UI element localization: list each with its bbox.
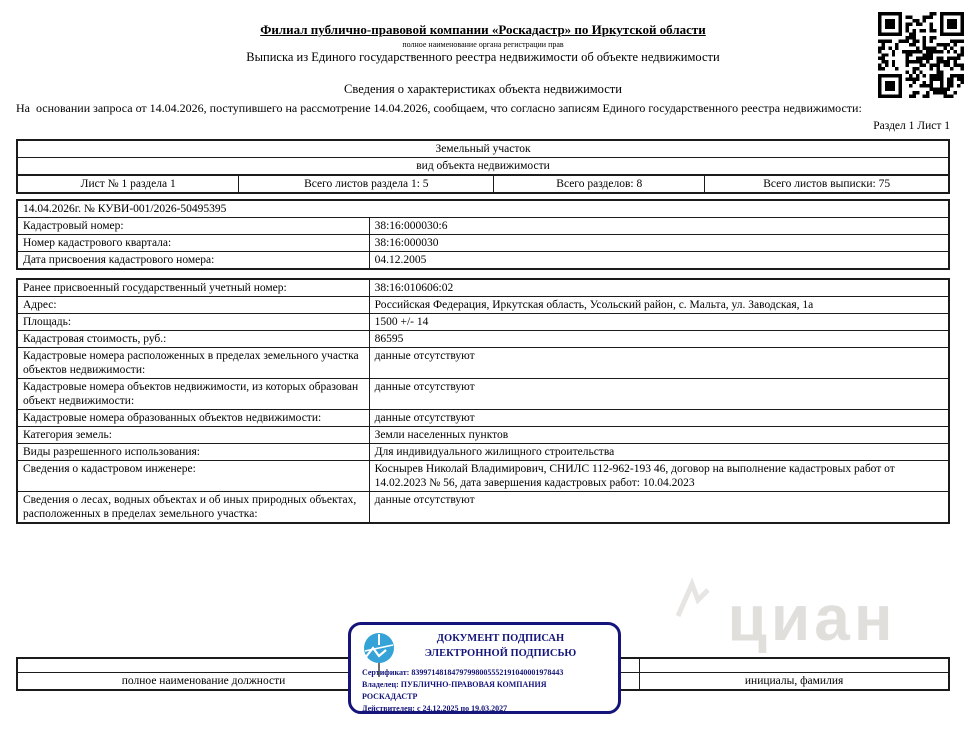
org-name: Филиал публично-правовой компании «Роскадастр» по Иркутской области: [260, 22, 706, 37]
row-value: 38:16:000030:6: [369, 218, 948, 234]
footer-right-label: инициалы, фамилия: [639, 673, 948, 689]
row-value: 38:16:000030: [369, 235, 948, 251]
row-label: Сведения о кадастровом инженере:: [23, 463, 196, 476]
request-number-row: [18, 201, 948, 217]
row-label: Виды разрешенного использования:: [23, 446, 200, 459]
table-row: [18, 217, 948, 234]
row-label: Кадастровые номера расположенных в пределах земельного участка объектов недвижимости:: [23, 350, 359, 377]
org-name-caption: полное наименование органа регистрации прав: [402, 40, 564, 49]
request-number: 14.04.2026г. № КУВИ-001/2026-50495395: [23, 203, 227, 215]
row-label: Адрес:: [23, 299, 57, 312]
table-row: [18, 251, 948, 268]
row-label: Номер кадастрового квартала:: [23, 237, 172, 250]
row-value: данные отсутствуют: [369, 348, 948, 378]
row-value: 86595: [369, 331, 948, 347]
details-table: [16, 278, 950, 524]
row-label: Кадастровые номера образованных объектов недвижимости:: [23, 412, 322, 425]
row-value: данные отсутствуют: [369, 492, 948, 522]
row-value: 1500 +/- 14: [369, 314, 948, 330]
table-row: [18, 491, 948, 522]
table-row: [18, 378, 948, 409]
request-summary: На основании запроса от 14.04.2026, поступившего на рассмотрение 14.04.2026, сообщаем, что согласно записям Единого государственного реестра недвижимости:: [16, 101, 862, 115]
row-label: Дата присвоения кадастрового номера:: [23, 254, 215, 267]
signature-space-cell: [18, 659, 389, 672]
row-value: 38:16:010606:02: [369, 280, 948, 296]
table-row: [18, 157, 948, 174]
row-value: данные отсутствуют: [369, 379, 948, 409]
extract-sheets-total-cell: Всего листов выписки: 75: [704, 176, 948, 192]
row-value: Коснырев Николай Владимирович, СНИЛС 112-962-193 46, договор на выполнение кадастровых работ от 14.02.2023 № 56, дата завершения кадастровых работ: 10.04.2023: [369, 461, 948, 491]
row-label: Сведения о лесах, водных объектах и об иных природных объектах, расположенных в пределах земельного участка:: [23, 494, 357, 521]
table-row: [18, 409, 948, 426]
document-title: Выписка из Единого государственного реестра недвижимости об объекте недвижимости: [246, 50, 720, 64]
table-row: [18, 426, 948, 443]
row-value: 04.12.2005: [369, 252, 948, 268]
table-row: [18, 443, 948, 460]
row-value: Земли населенных пунктов: [369, 427, 948, 443]
sheets-info-table: [16, 174, 950, 194]
sheet-number-cell: Лист № 1 раздела 1: [80, 178, 176, 190]
row-value: Российская Федерация, Иркутская область, Усольский район, с. Мальта, ул. Заводская, 1а: [369, 297, 948, 313]
roskadastr-globe-icon: [362, 632, 396, 682]
section-title: Сведения о характеристиках объекта недвижимости: [344, 82, 622, 96]
watermark: [662, 572, 962, 664]
object-type-caption: вид объекта недвижимости: [416, 160, 550, 173]
row-label: Площадь:: [23, 316, 72, 329]
table-row: [18, 296, 948, 313]
request-table: [16, 199, 950, 270]
table-row: [18, 330, 948, 347]
stamp-owner-line1: Владелец: ПУБЛИЧНО-ПРАВОВАЯ КОМПАНИЯ: [362, 680, 547, 689]
table-row: [18, 347, 948, 378]
stamp-validity: Действителен: с 24.12.2025 по 19.03.2027: [362, 704, 508, 713]
table-row: [18, 234, 948, 251]
table-row: [18, 176, 948, 192]
object-type-table: [16, 139, 950, 176]
table-row: [18, 313, 948, 330]
row-label: Кадастровые номера объектов недвижимости, из которых образован объект недвижимости:: [23, 381, 359, 408]
table-row: [18, 280, 948, 296]
section-sheet-label: Раздел 1 Лист 1: [873, 120, 950, 132]
e-signature-stamp: [348, 622, 621, 714]
stamp-title-line1: ДОКУМЕНТ ПОДПИСАН: [436, 633, 565, 644]
row-value: данные отсутствуют: [369, 410, 948, 426]
section-sheets-total-cell: Всего листов раздела 1: 5: [238, 176, 493, 192]
stamp-title-line2: ЭЛЕКТРОННОЙ ПОДПИСЬЮ: [424, 648, 577, 659]
row-label: Ранее присвоенный государственный учетный номер:: [23, 282, 287, 294]
object-type-value: Земельный участок: [435, 143, 531, 155]
table-row: [18, 141, 948, 157]
stamp-certificate: Сертификат: 83997148184797998005552191040001978443: [362, 668, 564, 677]
row-label: Кадастровая стоимость, руб.:: [23, 333, 167, 346]
watermark-text: циан: [727, 582, 897, 654]
row-label: Кадастровый номер:: [23, 220, 124, 233]
watermark-bird-icon: [658, 566, 718, 626]
sections-total-cell: Всего разделов: 8: [493, 176, 704, 192]
signature-space-cell: [639, 659, 948, 672]
stamp-owner-line2: РОСКАДАСТР: [362, 692, 418, 701]
footer-left-label: полное наименование должности: [121, 675, 286, 687]
row-label: Категория земель:: [23, 429, 112, 442]
row-value: Для индивидуального жилищного строительства: [369, 444, 948, 460]
table-row: [18, 460, 948, 491]
